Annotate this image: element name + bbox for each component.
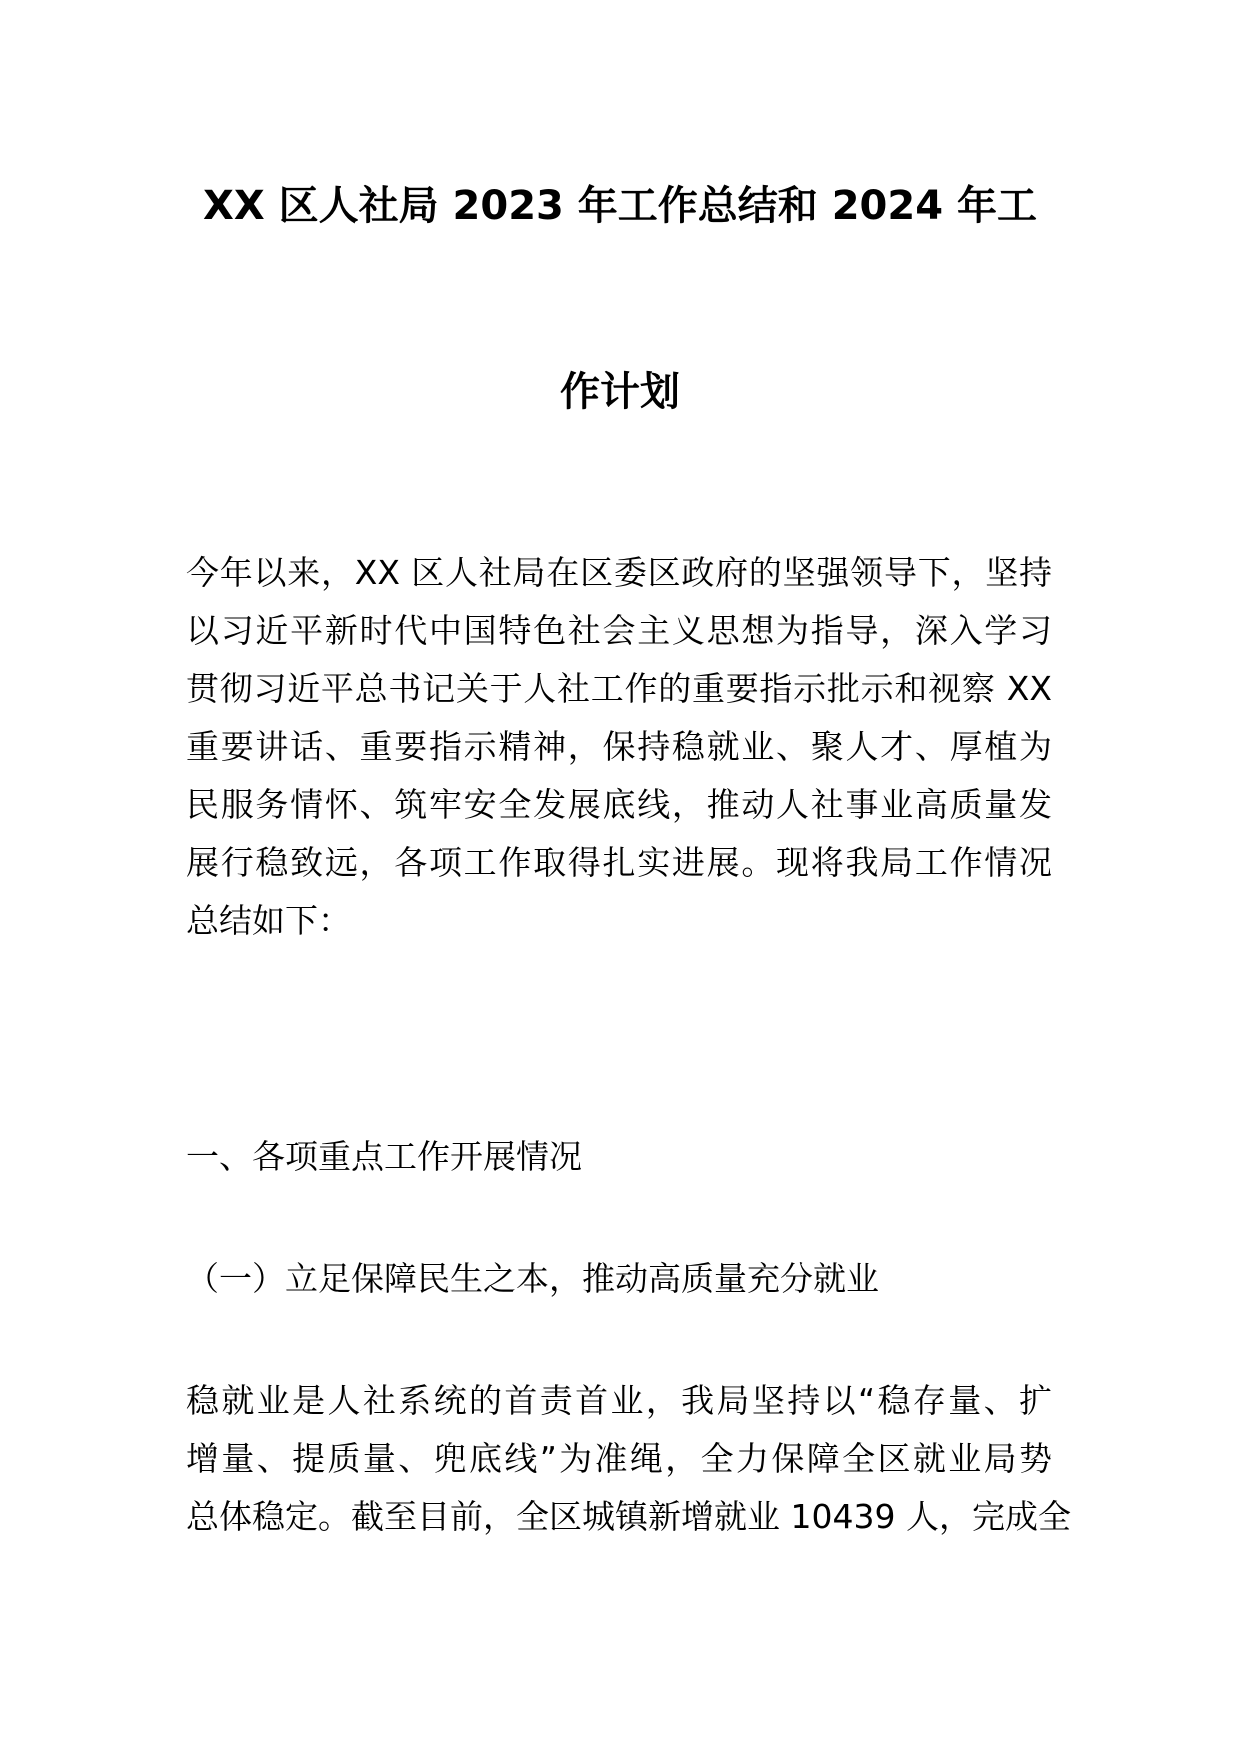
intro-line: 贯彻习近平总书记关于人社工作的重要指示批示和视察 XX xyxy=(186,669,1052,708)
body-line: 稳就业是人社系统的首责首业，我局坚持以“稳存量、扩 xyxy=(186,1381,1052,1420)
document-title-line-1: XX 区人社局 2023 年工作总结和 2024 年工 xyxy=(203,183,1037,229)
subsection-heading-text: （一）立足保障民生之本，推动高质量充分就业 xyxy=(186,1259,879,1298)
body-line: 增量、提质量、兜底线”为准绳，全力保障全区就业局势 xyxy=(186,1439,1052,1478)
intro-line: 总结如下： xyxy=(186,901,351,940)
intro-line: 展行稳致远，各项工作取得扎实进展。现将我局工作情况 xyxy=(186,843,1052,882)
body-line: 总体稳定。截至目前，全区城镇新增就业 10439 人，完成全 xyxy=(186,1497,1071,1536)
intro-line: 以习近平新时代中国特色社会主义思想为指导，深入学习 xyxy=(186,611,1052,650)
section-heading-text: 一、各项重点工作开展情况 xyxy=(186,1137,582,1176)
intro-line: 今年以来，XX 区人社局在区委区政府的坚强领导下，坚持 xyxy=(186,553,1052,592)
document-title-line-2: 作计划 xyxy=(560,369,680,415)
intro-line: 民服务情怀、筑牢安全发展底线，推动人社事业高质量发 xyxy=(186,785,1052,824)
intro-line: 重要讲话、重要指示精神，保持稳就业、聚人才、厚植为 xyxy=(186,727,1052,766)
